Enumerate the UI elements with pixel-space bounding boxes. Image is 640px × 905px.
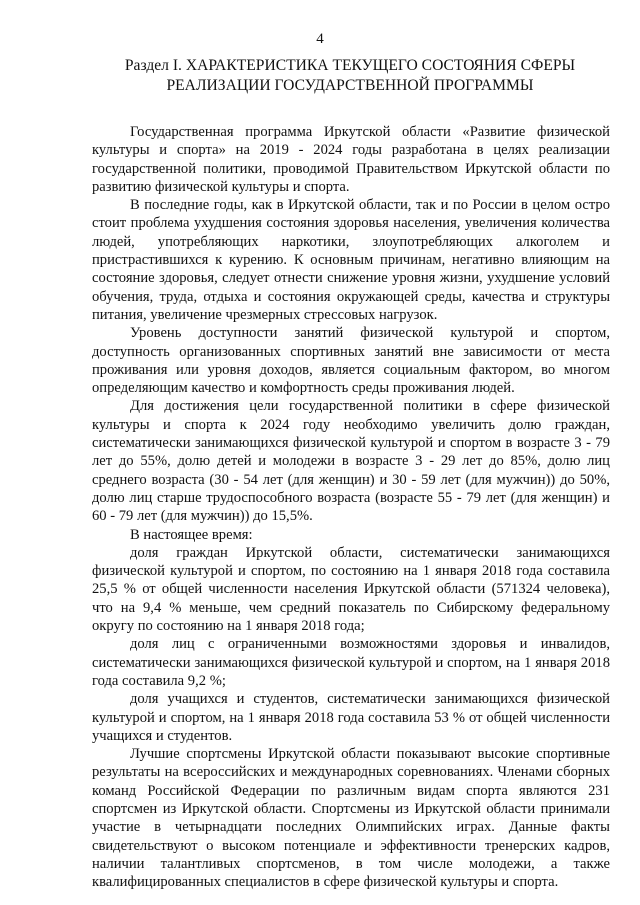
document-body [92,123,610,891]
section-heading-line-1: Раздел I. ХАРАКТЕРИСТИКА ТЕКУЩЕГО СОСТОЯНИЯ СФЕРЫ [124,57,576,74]
paragraph-disabled-share: доля лиц с ограниченными возможностями здоровья и инвалидов, систематически занимающихся физической культурой и спортом, на 1 января 2018 года составила 9,2 %; [92,636,610,689]
paragraph-citizens-share: доля граждан Иркутской области, систематически занимающихся физической культурой и спортом, по состоянию на 1 января 2018 года составила 25,5 % от общей численности населения Иркутской области (571324 человека), что на 9,4 % меньше, чем средний показатель по Сибирскому федеральному округу по состоянию на 1 января 2018 года; [92,544,610,635]
paragraph-health-problems: В последние годы, как в Иркутской области, так и по России в целом остро стоит проблема ухудшения состояния здоровья населения, увеличения количества людей, употребляющих наркотики, злоупотребляющих алкоголем и пристрастившихся к курению. К основным причинам, негативно влияющим на состояние здоровья, следует отнести снижение уровня жизни, ухудшение условий обучения, труда, отдыха и состояния окружающей среды, качества и структуры питания, увеличение чрезмерных стрессовых нагрузок. [92,197,610,323]
paragraph-accessibility: Уровень доступности занятий физической культурой и спортом, доступность организованных спортивных занятий вне зависимости от места проживания или уровня доходов, является социальным фактором, во многом определяющим качество и комфортность среды проживания людей. [92,325,610,397]
paragraph-students-share: доля учащихся и студентов, систематически занимающихся физической культурой и спортом, на 1 января 2018 года составила 53 % от общей численности учащихся и студентов. [92,691,610,744]
paragraph-targets-2024: Для достижения цели государственной политики в сфере физической культуры и спорта к 2024 году необходимо увеличить долю граждан, систематически занимающихся физической культурой и спортом в возрасте 3 - 79 лет до 55%, долю детей и молодежи в возрасте 3 - 29 лет до 85%, долю лиц среднего возраста (30 - 54 лет (для женщин) и 30 - 59 лет (для мужчин)) до 50%, долю лиц старше трудоспособного возраста (возрасте 55 - 79 лет (для женщин) и 60 - 79 лет (для мужчин)) до 15,5%. [92,398,610,525]
section-heading-line-2: РЕАЛИЗАЦИИ ГОСУДАРСТВЕННОЙ ПРОГРАММЫ [166,77,534,94]
paragraph-program-intro: Государственная программа Иркутской области «Развитие физической культуры и спорта» на 2019 - 2024 годы разработана в целях реализации государственной политики, проводимой Правительством Иркутской области по развитию физической культуры и спорта. [92,124,610,195]
paragraph-best-athletes: Лучшие спортсмены Иркутской области показывают высокие спортивные результаты на всероссийских и международных соревнованиях. Членами сборных команд Российской Федерации по различным видам спорта являются 231 спортсмен из Иркутской области. Спортсмены из Иркутской области принимали участие в четырнадцати последних Олимпийских играх. Данные факты свидетельствуют о высоком потенциале и эффективности тренерских кадров, наличии талантливых спортсменов, в том числе молодежи, а также квалифицированных специалистов в сфере физической культуры и спорта. [92,746,610,891]
page-number: 4 [316,31,324,47]
section-heading [90,56,610,96]
paragraph-current-time: В настоящее время: [130,526,253,543]
